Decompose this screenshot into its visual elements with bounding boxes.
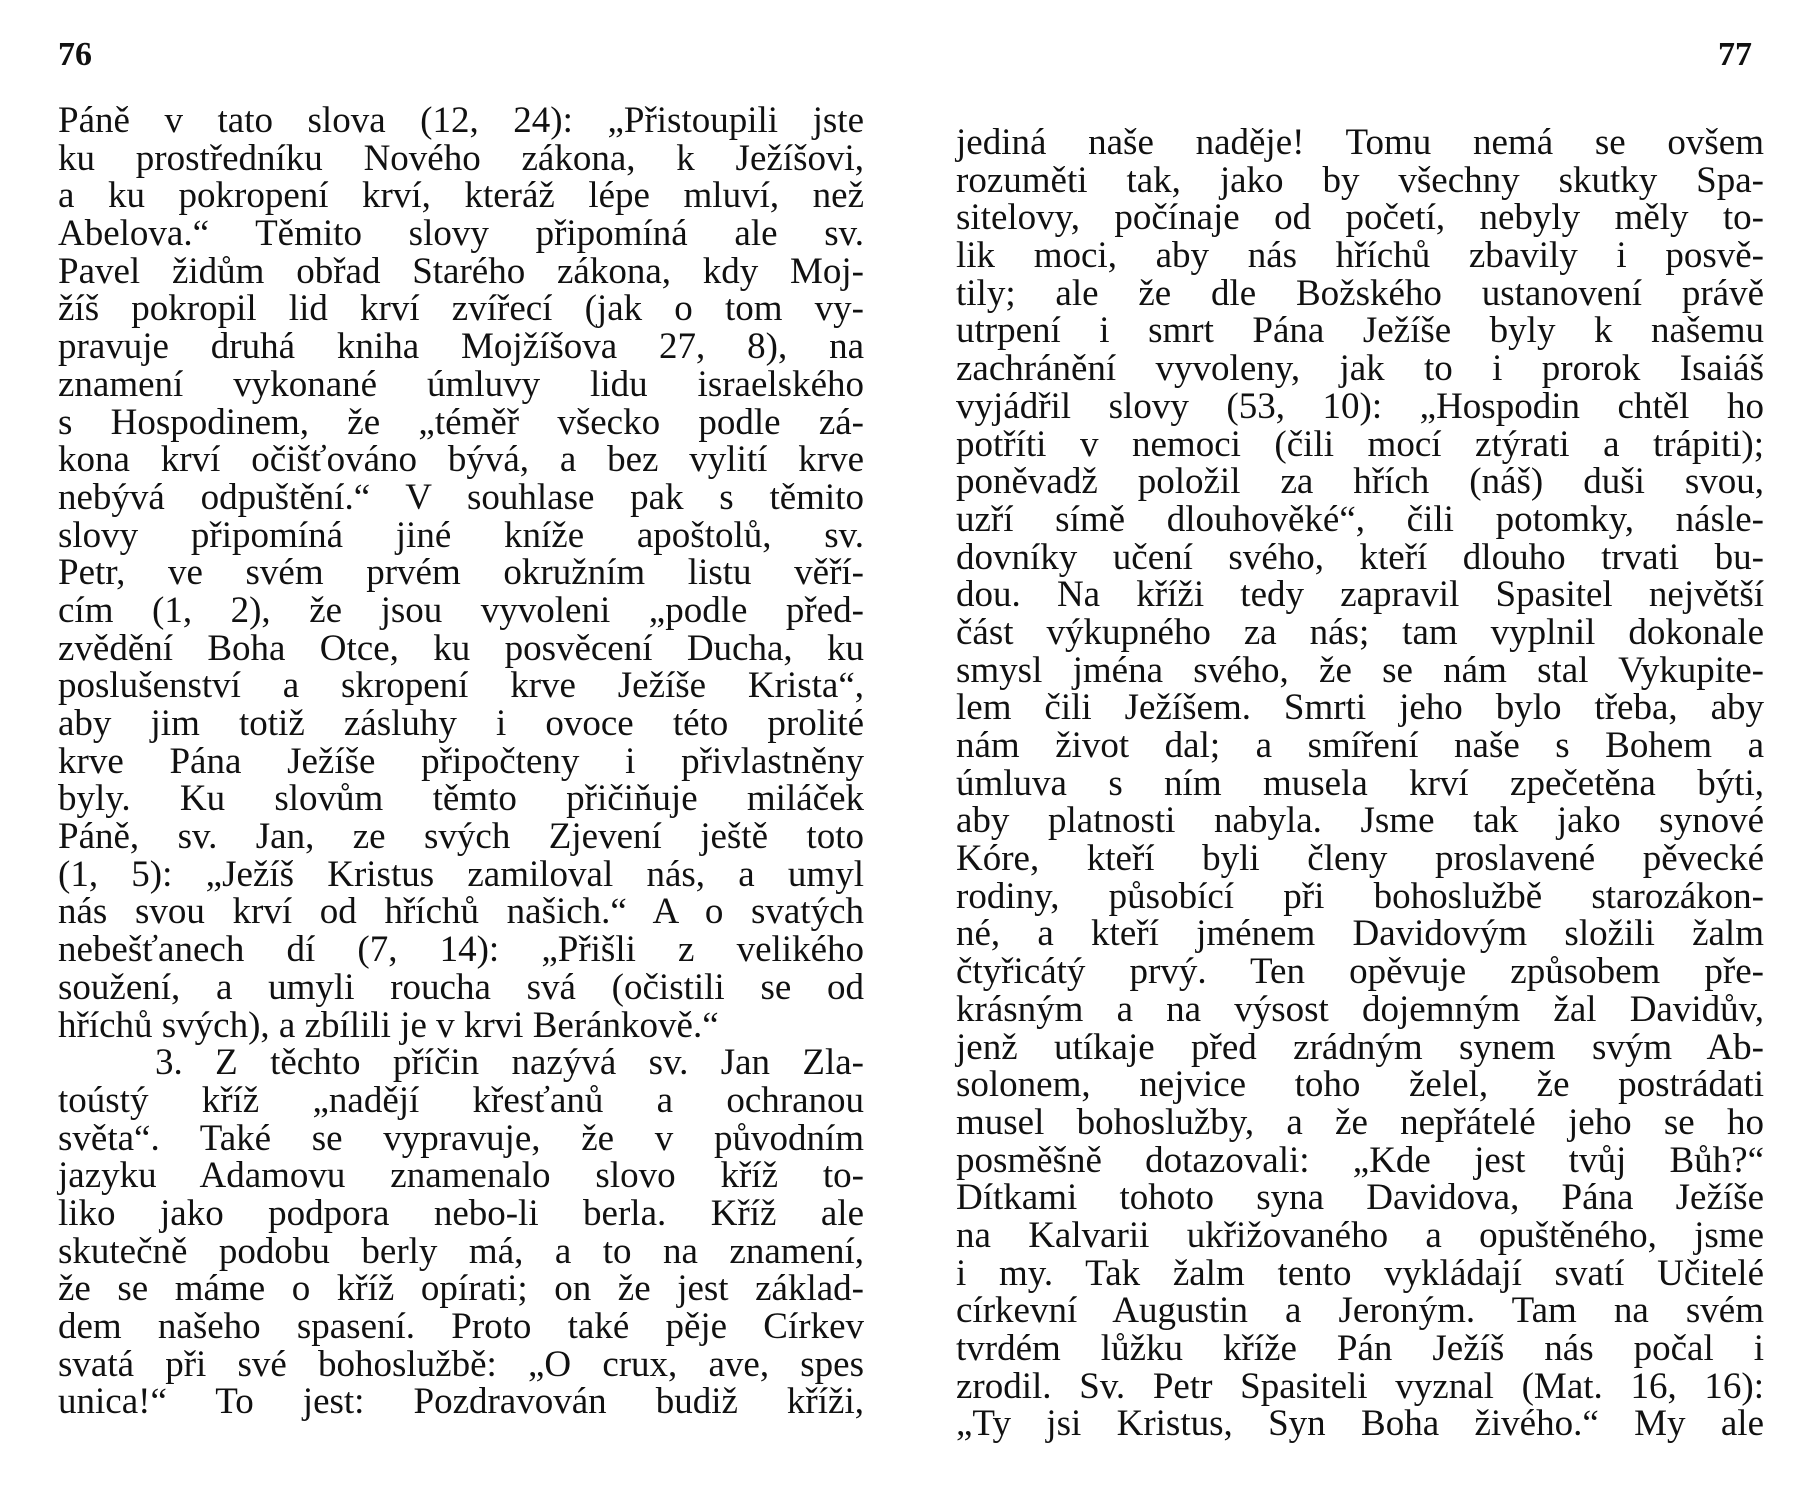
text-line: unica!“ To jest: Pozdravován budiž kříži, xyxy=(58,1381,864,1423)
text-line: církevní Augustin a Jeroným. Tam na svém xyxy=(956,1290,1764,1332)
text-line: dou. Na kříži tedy zapravil Spasitel největší xyxy=(956,574,1764,616)
text-line: né, a kteří jménem Davidovým složili žalm xyxy=(956,913,1764,955)
text-line: Páně v tato slova (12, 24): „Přistoupili jste xyxy=(58,100,864,141)
text-line: potříti v nemoci (čili mocí ztýrati a trápiti); xyxy=(956,423,1764,465)
text-line: Kóre, kteří byli členy proslavené pěvecké xyxy=(956,838,1764,880)
text-line: rozuměti tak, jako by všechny skutky Spa- xyxy=(956,159,1764,201)
text-line: nebešťanech dí (7, 14): „Přišli z velikého xyxy=(58,929,864,971)
text-line: Petr, ve svém prvém okružním listu věří- xyxy=(58,552,864,594)
text-line: kona krví očišťováno bývá, a bez vylití krve xyxy=(58,439,864,481)
text-line: 3. Z těchto příčin nazývá sv. Jan Zla- xyxy=(58,1042,864,1084)
left-page-text xyxy=(58,102,864,1421)
text-line: posměšně dotazovali: „Kde jest tvůj Bůh?“ xyxy=(956,1139,1764,1181)
text-line: pravuje druhá kniha Mojžíšova 27, 8), na xyxy=(58,326,864,368)
text-line: Dítkami tohoto syna Davidova, Pána Ježíše xyxy=(956,1177,1764,1219)
text-line: byly. Ku slovům těmto přičiňuje miláček xyxy=(58,778,864,820)
text-line: lik moci, aby nás hříchů zbavily i posvě- xyxy=(956,235,1764,277)
text-line: nám život dal; a smíření naše s Bohem a xyxy=(956,725,1764,766)
text-line: hříchů svých), a zbílili je v krvi Beránkově.“ xyxy=(58,1004,719,1046)
text-line: s Hospodinem, že „téměř všecko podle zá- xyxy=(58,401,864,443)
text-line: tily; ale že dle Božského ustanovení právě xyxy=(956,272,1764,314)
text-line: nebývá odpuštění.“ V souhlase pak s těmito xyxy=(58,476,864,518)
text-line: toústý kříž „nadějí křesťanů a ochranou xyxy=(58,1079,864,1121)
text-line: Abelova.“ Těmito slovy připomíná ale sv. xyxy=(58,213,864,255)
text-line: ku prostředníku Nového zákona, k Ježíšovi, xyxy=(58,137,864,179)
text-line: solonem, nejvice toho želel, že postrádati xyxy=(956,1064,1764,1106)
text-line: aby platnosti nabyla. Jsme tak jako synové xyxy=(956,800,1764,842)
text-line: slovy připomíná jiné kníže apoštolů, sv. xyxy=(58,514,864,556)
text-line: poslušenství a skropení krve Ježíše Krista“, xyxy=(58,665,864,707)
text-line: světa“. Také se vypravuje, že v původním xyxy=(58,1117,864,1159)
right-page-text xyxy=(956,124,1764,1443)
text-line: skutečně podobu berly má, a to na znamení, xyxy=(58,1230,864,1272)
text-line: svatá při své bohoslužbě: „O crux, ave, spes xyxy=(58,1343,864,1385)
text-line: žíš pokropil lid krví zvířecí (jak o tom vy- xyxy=(58,288,864,330)
text-line: že se máme o kříž opírati; on že jest základ- xyxy=(58,1268,864,1310)
text-line: čtyřicátý prvý. Ten opěvuje způsobem pře- xyxy=(956,951,1764,993)
text-line: a ku pokropení krví, kteráž lépe mluví, než xyxy=(58,175,864,217)
text-line: krve Pána Ježíše připočteny i přivlastněny xyxy=(58,740,864,782)
text-line: dovníky učení svého, kteří dlouho trvati bu- xyxy=(956,536,1764,578)
text-line: rodiny, působící při bohoslužbě starozákon- xyxy=(956,875,1764,917)
text-line: znamení vykonané úmluvy lidu israelského xyxy=(58,363,864,405)
text-line: tvrdém lůžku kříže Pán Ježíš nás počal i xyxy=(956,1328,1764,1369)
text-line: musel bohoslužby, a že nepřátelé jeho se ho xyxy=(956,1101,1764,1143)
text-line: lem čili Ježíšem. Smrti jeho bylo třeba, aby xyxy=(956,687,1764,729)
text-line: nás svou krví od hříchů našich.“ A o svatých xyxy=(58,891,864,933)
text-line: smysl jména svého, že se nám stal Vykupite- xyxy=(956,649,1764,691)
text-line: dem našeho spasení. Proto také pěje Církev xyxy=(58,1306,864,1347)
text-line: cím (1, 2), že jsou vyvoleni „podle před- xyxy=(58,589,864,631)
text-line: Páně, sv. Jan, ze svých Zjevení ještě toto xyxy=(58,816,864,858)
text-line: krásným a na výsost dojemným žal Davidův, xyxy=(956,988,1764,1030)
text-line: (1, 5): „Ježíš Kristus zamiloval nás, a umyl xyxy=(58,853,864,895)
text-line: Pavel židům obřad Starého zákona, kdy Moj- xyxy=(58,250,864,292)
text-line: zachránění vyvoleny, jak to i prorok Isaiáš xyxy=(956,348,1764,390)
left-page-number: 76 xyxy=(58,36,92,73)
text-line: aby jim totiž zásluhy i ovoce této prolité xyxy=(58,703,864,744)
text-line: část výkupného za nás; tam vyplnil dokonale xyxy=(956,611,1764,653)
text-line: uzří símě dlouhověké“, čili potomky, násle- xyxy=(956,498,1764,540)
text-line: i my. Tak žalm tento vykládají svatí Učitelé xyxy=(956,1252,1764,1294)
text-line: vyjádřil slovy (53, 10): „Hospodin chtěl ho xyxy=(956,385,1764,427)
text-line: zvědění Boha Otce, ku posvěcení Ducha, ku xyxy=(58,627,864,669)
text-line: sitelovy, počínaje od početí, nebyly měly to- xyxy=(956,197,1764,239)
right-page-number: 77 xyxy=(1718,36,1752,73)
text-line: úmluva s ním musela krví zpečetěna býti, xyxy=(956,762,1764,804)
text-line: „Ty jsi Kristus, Syn Boha živého.“ My ale xyxy=(956,1403,1764,1445)
text-line: na Kalvarii ukřižovaného a opuštěného, jsme xyxy=(956,1214,1764,1256)
text-line: jenž utíkaje před zrádným synem svým Ab- xyxy=(956,1026,1764,1068)
text-line: utrpení i smrt Pána Ježíše byly k našemu xyxy=(956,310,1764,352)
text-line: jediná naše naděje! Tomu nemá se ovšem xyxy=(956,122,1764,163)
text-line: jazyku Adamovu znamenalo slovo kříž to- xyxy=(58,1155,864,1197)
text-line: zrodil. Sv. Petr Spasiteli vyznal (Mat. 16, 16): xyxy=(956,1365,1764,1407)
text-line: liko jako podpora nebo-li berla. Kříž ale xyxy=(58,1192,864,1234)
text-line: poněvadž položil za hřích (náš) duši svou, xyxy=(956,461,1764,503)
text-line: soužení, a umyli roucha svá (očistili se od xyxy=(58,966,864,1008)
